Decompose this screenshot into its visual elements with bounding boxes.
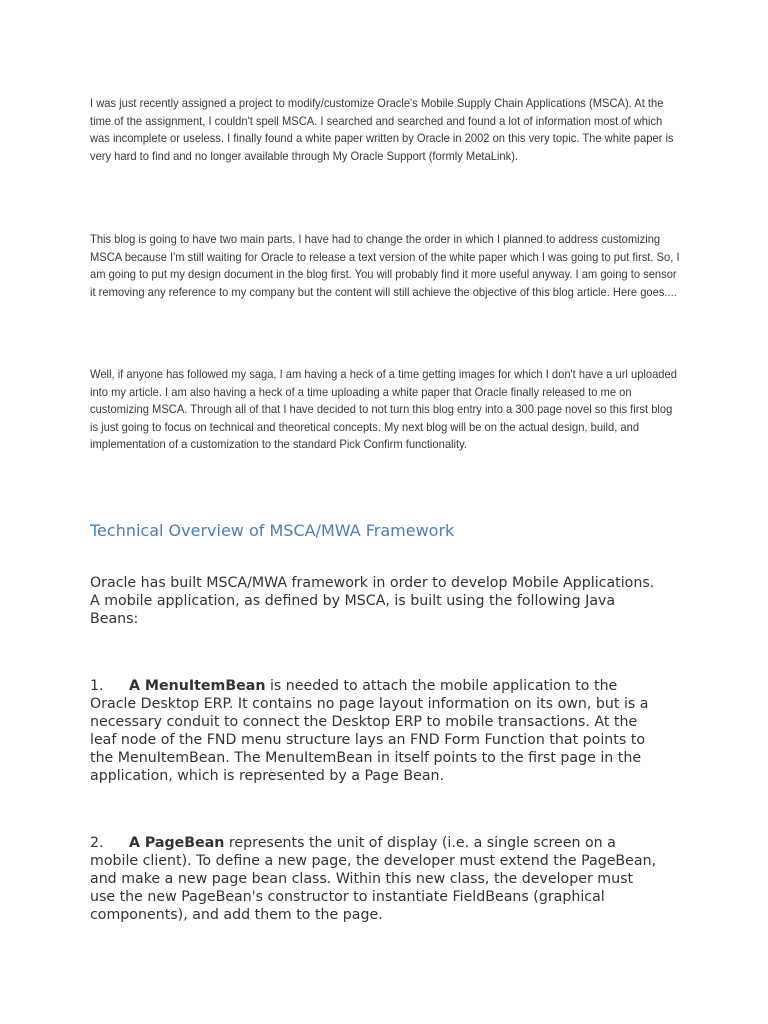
list-text: represents the unit of display (i.e. a single screen on a mobile client). To define a new page, the developer must extend the PageBean, and make a new page bean class. Within this new class, the developer must use the new PageBean's constructor to instantiate FieldBeans (graphical components), and add them to the page.: [90, 835, 657, 924]
intro-paragraph-3: Well, if anyone has followed my saga, I am having a heck of a time getting images for which I don't have a url uploaded into my article. I am also having a heck of a time uploading a white paper that Oracle finally released to me on customizing MSCA. Through all of that I have decided to not turn this blog entry into a 300 page novel so this first blog is just going to focus on technical and theoretical concepts. My next blog will be on the actual design, build, and implementation of a customization to the standard Pick Confirm functionality.: [90, 367, 677, 451]
list-term: A MenuItemBean: [129, 678, 266, 694]
intro-paragraph-2: This blog is going to have two main parts. I have had to change the order in which I planned to address customizing MSCA because I'm still waiting for Oracle to release a text version of the white paper which I was going to put first. So, I am going to put my design document in the blog first. You will probably find it more useful anyway. I am going to sensor it removing any reference to my company but the content will still achieve the objective of this blog article. Here goes....: [90, 232, 680, 299]
section-heading: Technical Overview of MSCA/MWA Framework: [90, 521, 455, 540]
section-paragraph: Oracle has built MSCA/MWA framework in order to develop Mobile Applications. A mobile application, as defined by MSCA, is built using the following Java Beans:: [90, 575, 655, 628]
list-number: 2.: [90, 835, 104, 851]
list-term: A PageBean: [129, 835, 225, 851]
list-number: 1.: [90, 678, 104, 694]
list-item-menuitembean: [90, 677, 660, 786]
list-text: is needed to attach the mobile application to the Oracle Desktop ERP. It contains no page layout information on its own, but is a necessary conduit to connect the Desktop ERP to mobile transactions. At the leaf node of the FND menu structure lays an FND Form Function that points to the MenuItemBean. The MenuItemBean in itself points to the first page in the application, which is represented by a Page Bean.: [90, 678, 649, 785]
intro-paragraph-1: I was just recently assigned a project to modify/customize Oracle's Mobile Supply Chain Applications (MSCA). At the time of the assignment, I couldn't spell MSCA. I searched and searched and found a lot of information most of which was incomplete or useless. I finally found a white paper written by Oracle in 2002 on this very topic. The white paper is very hard to find and no longer available through My Oracle Support (formly MetaLink).: [90, 96, 674, 163]
list-item-pagebean: [90, 834, 660, 924]
